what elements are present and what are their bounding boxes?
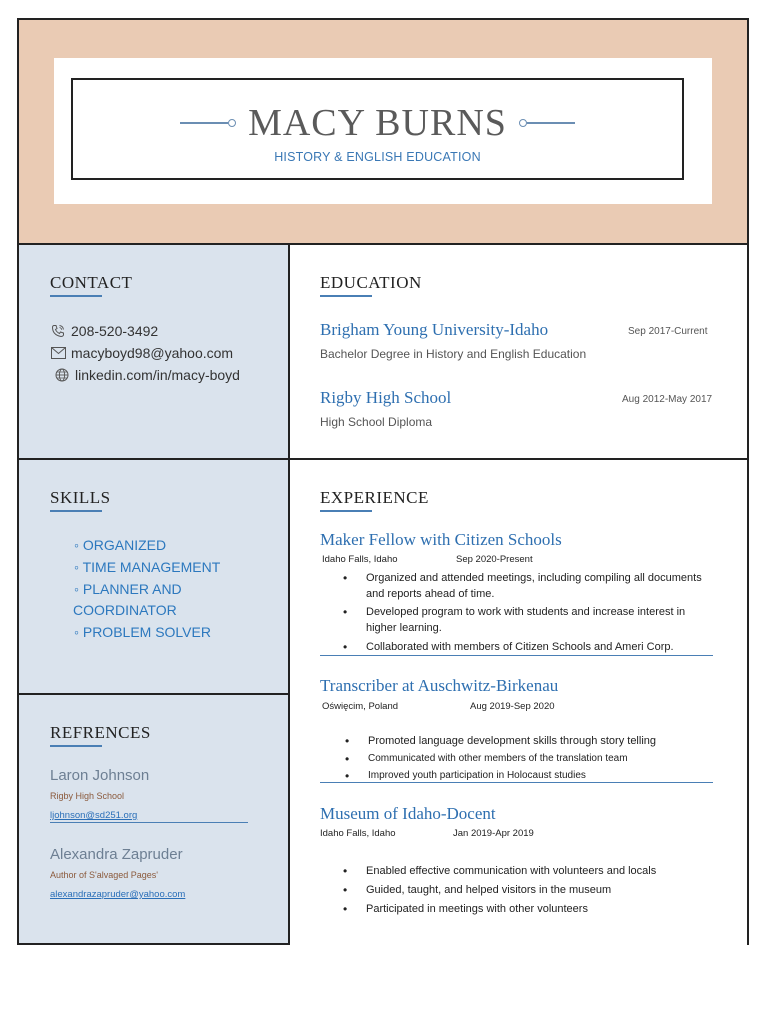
resume-subtitle: HISTORY & ENGLISH EDUCATION — [274, 150, 481, 164]
skills-section — [17, 458, 290, 695]
reference-role-1: Rigby High School — [50, 791, 125, 801]
job-3-bullet: • Participated in meetings with other volunteers — [366, 901, 588, 917]
contact-email[interactable] — [50, 345, 233, 361]
name-row — [73, 104, 682, 142]
job-divider — [320, 655, 713, 656]
job-1-bullet-continued: and reports ahead of time. — [366, 588, 495, 600]
job-location-1: Idaho Falls, Idaho — [322, 554, 398, 565]
reference-email-2[interactable]: alexandrazapruder@yahoo.com — [50, 889, 186, 900]
education-degree-1: Bachelor Degree in History and English Education — [320, 347, 587, 361]
skill-item: ◦ PROBLEM SOLVER — [74, 624, 211, 640]
job-2-bullet: • Communicated with other members of the translation team — [368, 751, 628, 767]
phone-text: 208-520-3492 — [71, 323, 159, 339]
job-3-bullet: • Guided, taught, and helped visitors in the museum — [366, 882, 611, 898]
job-divider — [320, 782, 713, 783]
education-dates-1: Sep 2017-Current — [628, 326, 708, 337]
reference-divider — [50, 822, 248, 823]
contact-linkedin[interactable] — [54, 367, 240, 383]
skill-item: ◦ TIME MANAGEMENT — [74, 559, 221, 575]
header-panel — [54, 58, 712, 204]
job-title-2: Transcriber at Auschwitz-Birkenau — [320, 676, 559, 695]
job-title-1: Maker Fellow with Citizen Schools — [320, 530, 562, 549]
education-degree-2: High School Diploma — [320, 415, 433, 429]
job-dates-2: Aug 2019-Sep 2020 — [470, 701, 555, 712]
experience-section — [288, 458, 749, 945]
skill-item-continued: COORDINATOR — [73, 602, 177, 618]
education-dates-2: Aug 2012-May 2017 — [622, 394, 713, 405]
linkedin-text: linkedin.com/in/macy-boyd — [75, 367, 240, 383]
job-dates-3: Jan 2019-Apr 2019 — [453, 828, 534, 839]
reference-email-1[interactable]: ljohnson@sd251.org — [50, 810, 138, 821]
resume-name: MACY BURNS — [248, 102, 507, 144]
education-heading: EDUCATION — [320, 273, 422, 293]
skill-item: ◦ PLANNER AND — [74, 581, 182, 597]
job-2-bullet: • Promoted language development skills through story telling — [368, 733, 656, 749]
job-1-bullet: • Developed program to work with students and increase interest in — [366, 604, 685, 620]
reference-name-1: Laron Johnson — [50, 767, 150, 784]
job-3-bullet: • Enabled effective communication with volunteers and locals — [366, 863, 656, 879]
globe-icon — [54, 368, 70, 382]
left-ornament-icon — [180, 119, 236, 127]
contact-section — [17, 243, 290, 460]
right-ornament-icon — [519, 119, 575, 127]
skill-item: ◦ ORGANIZED — [74, 537, 167, 553]
job-title-3: Museum of Idaho-Docent — [320, 804, 496, 823]
contact-heading: CONTACT — [50, 273, 132, 293]
reference-name-2: Alexandra Zapruder — [50, 846, 183, 863]
name-frame — [71, 78, 684, 180]
header-band — [17, 18, 749, 245]
education-school-2: Rigby High School — [320, 388, 452, 407]
education-section — [288, 243, 749, 460]
job-1-bullet: • Organized and attended meetings, including compiling all documents — [366, 570, 702, 586]
job-2-bullet: • Improved youth participation in Holocaust studies — [368, 768, 586, 784]
education-school-1: Brigham Young University-Idaho — [320, 320, 549, 339]
envelope-icon — [50, 346, 66, 360]
job-1-bullet-continued: higher learning. — [366, 622, 442, 634]
references-heading: REFRENCES — [50, 723, 151, 743]
job-location-3: Idaho Falls, Idaho — [320, 828, 396, 839]
phone-icon — [50, 324, 66, 338]
experience-heading: EXPERIENCE — [320, 488, 429, 508]
job-1-bullet: • Collaborated with members of Citizen Schools and Ameri Corp. — [366, 639, 674, 655]
job-dates-1: Sep 2020-Present — [456, 554, 533, 565]
references-section — [17, 693, 290, 945]
skills-heading: SKILLS — [50, 488, 111, 508]
email-text: macyboyd98@yahoo.com — [71, 345, 234, 361]
contact-phone[interactable] — [50, 323, 158, 339]
reference-role-2: Author of S'alvaged Pages' — [50, 870, 159, 880]
job-location-2: Oświęcim, Poland — [322, 701, 399, 712]
